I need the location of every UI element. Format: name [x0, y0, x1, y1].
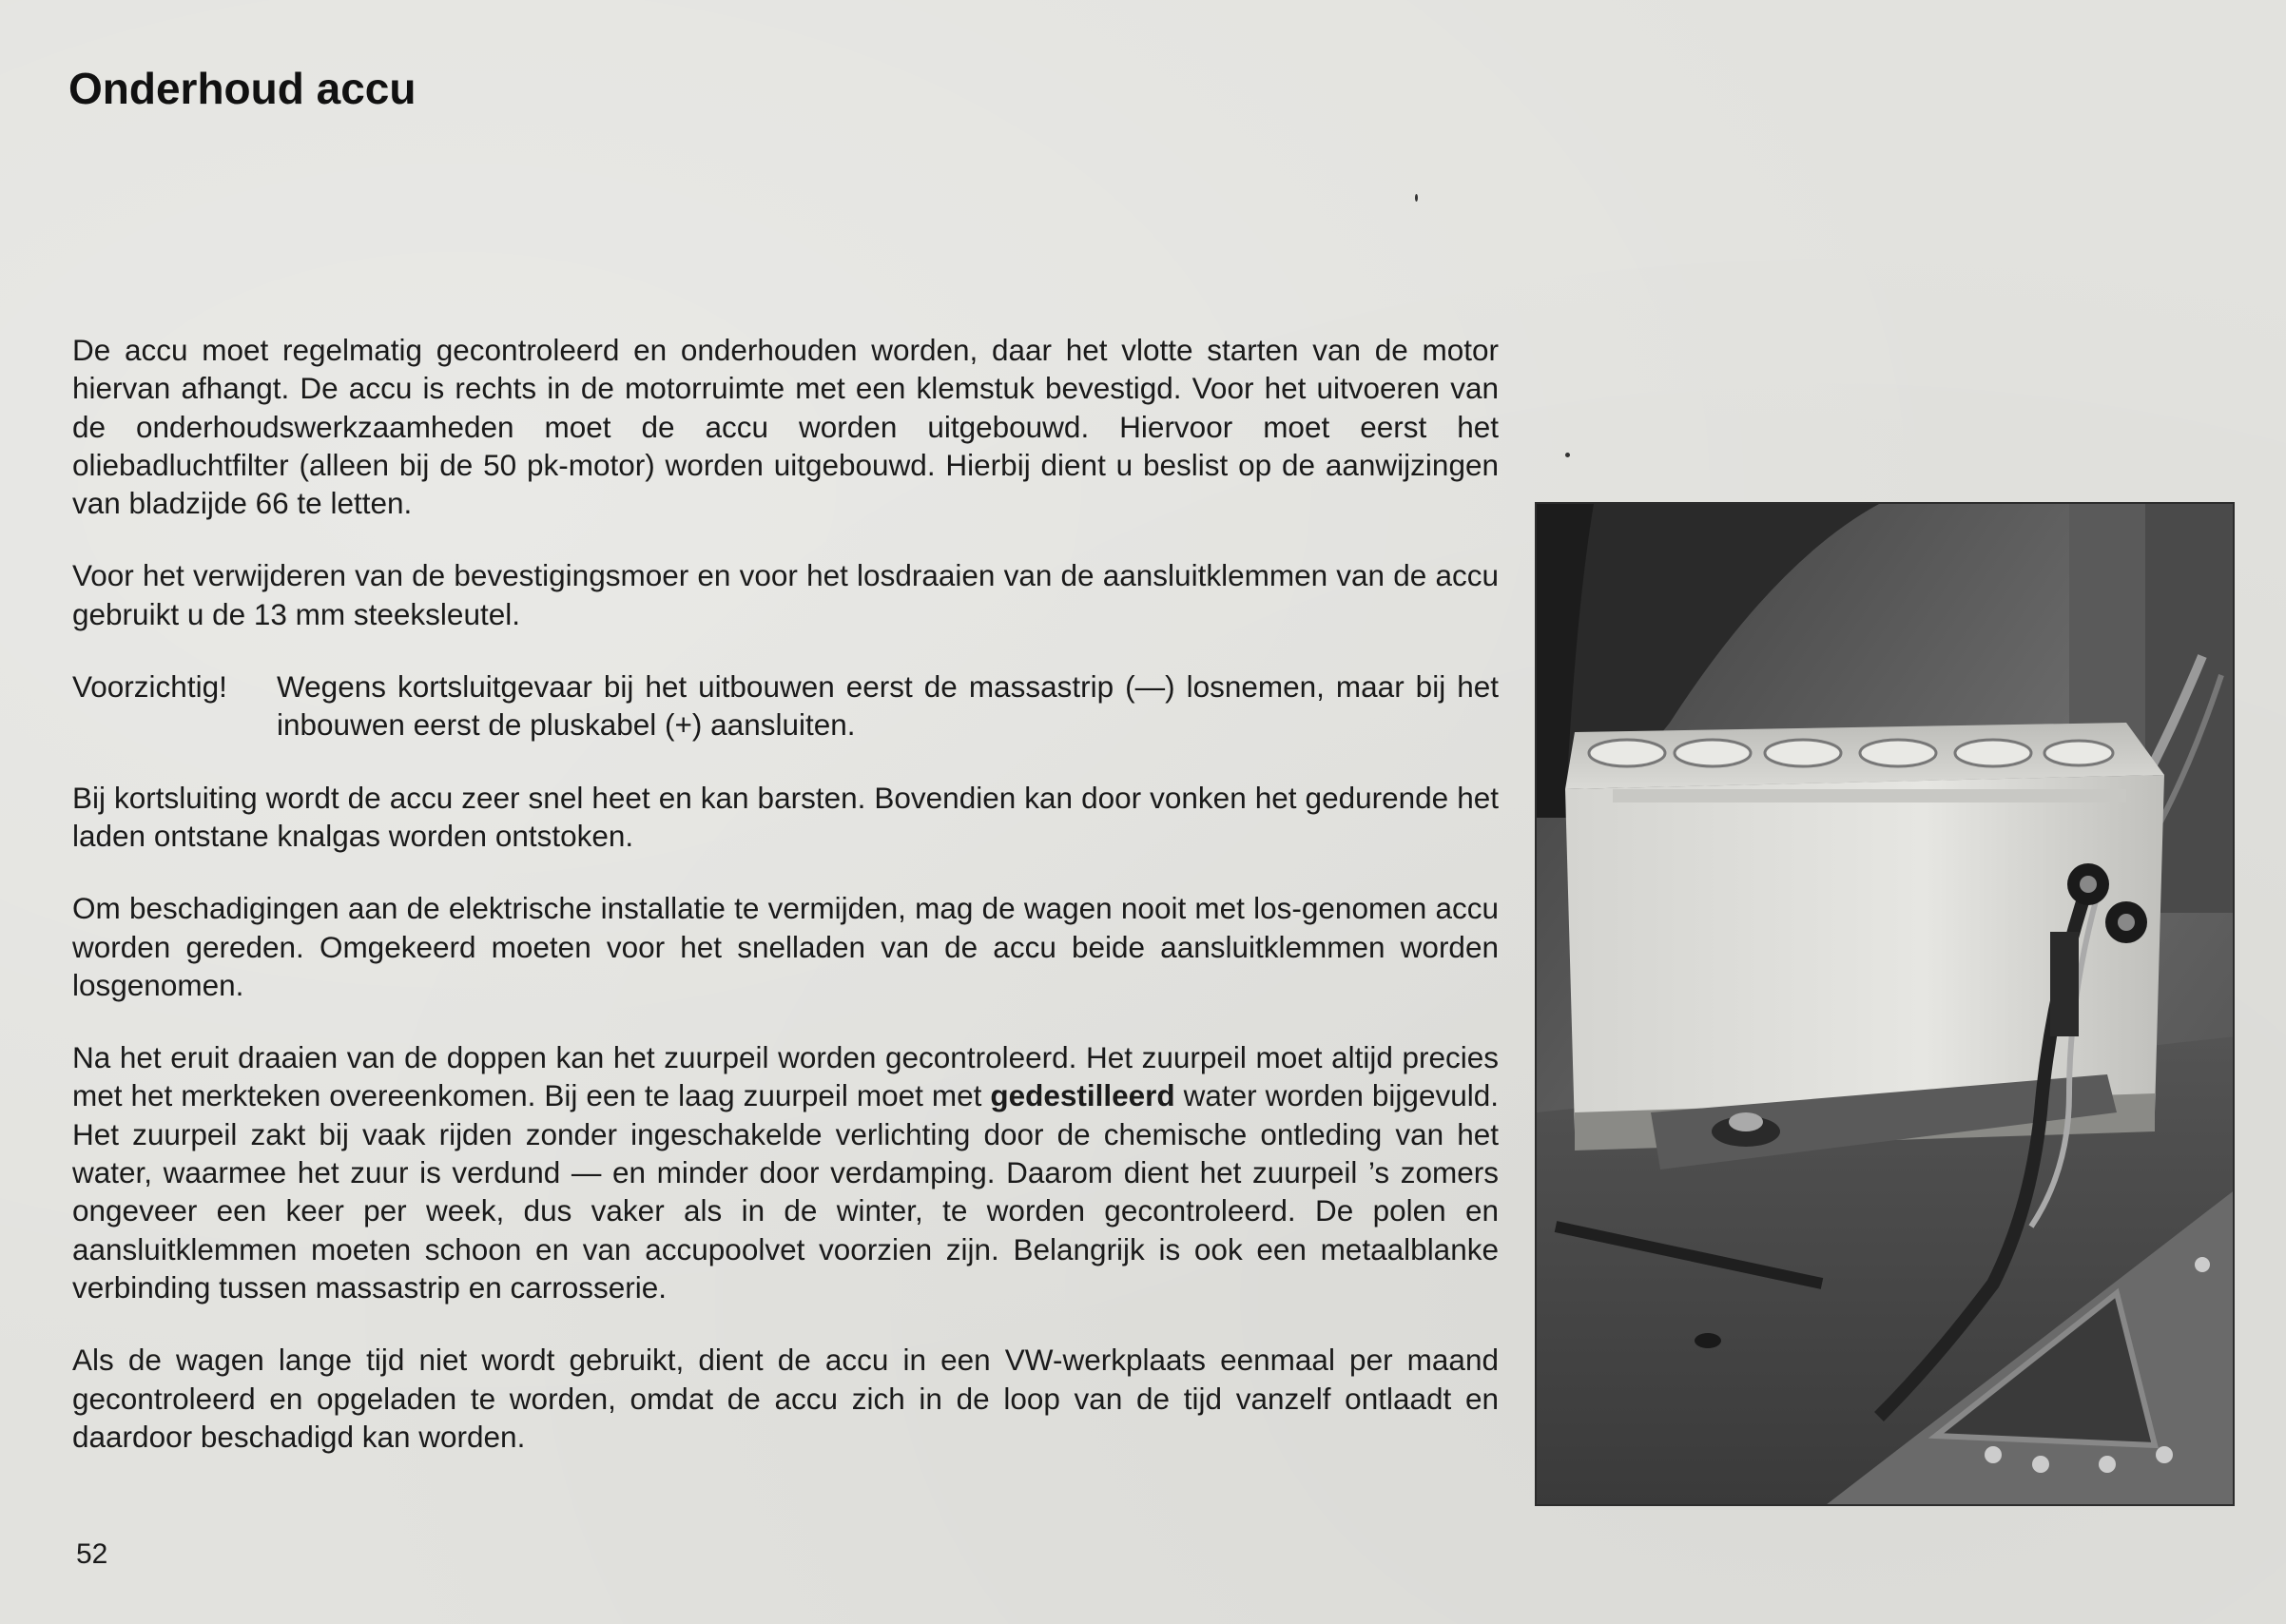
print-speck [1415, 194, 1418, 202]
paragraph-short-circuit: Bij kortsluiting wordt de accu zeer snel heet en kan barsten. Bovendien kan door vonken het gedurende het laden ontstane knalgas worden ontstoken. [72, 780, 1499, 853]
battery-photo [1535, 502, 2235, 1506]
paragraph-intro: De accu moet regelmatig gecontroleerd en onderhouden worden, daar het vlotte starten van de motor hiervan afhangt. De accu is rechts in de motorruimte met een klemstuk bevestigd. Voor het uitvoeren van de onderhoudswerkzaamheden moet de accu worden uitgebouwd. Hiervoor moet eerst het oliebadluchtfilter (alleen bij de 50 pk-motor) worden uitgebouwd. Hierbij dient u beslist op de aanwijzingen van bladzijde 66 te letten. [72, 333, 1499, 521]
distilled-emphasis: gedestilleerd [990, 1078, 1175, 1113]
page-title: Onderhoud accu [68, 64, 417, 113]
warning-block [72, 667, 1499, 744]
warning-label: Voorzichtig! [72, 669, 227, 705]
page-number: 52 [76, 1538, 108, 1570]
paragraph-tools: Voor het verwijderen van de bevestigingsmoer en voor het losdraaien van de aansluitklemmen van de accu gebruikt u de 13 mm steeksleutel. [72, 558, 1499, 631]
battery-illustration [1537, 504, 2235, 1506]
paragraph-electrical: Om beschadigingen aan de elektrische installatie te vermijden, mag de wagen nooit met los-genomen accu worden gereden. Omgekeerd moeten voor het snelladen van de accu beide aansluitklemmen worden losgenomen. [72, 891, 1499, 1002]
paragraph-acid-level [72, 1038, 1499, 1306]
acid-text-start: Na het eruit draaien van de doppen kan het zuurpeil worden gecontroleerd. Het zuurpeil moet altijd precies met het merkteken overeenkomen. Bij een te laag zuurpeil moet met [72, 1040, 1499, 1113]
print-speck [1565, 453, 1570, 457]
paragraph-storage: Als de wagen lange tijd niet wordt gebruikt, dient de accu in een VW-werkplaats eenmaal per maand gecontroleerd en opgeladen te worden, omdat de accu zich in de loop van de tijd vanzelf ontlaadt en daardoor beschadigd kan worden. [72, 1343, 1499, 1454]
body-text [72, 331, 1499, 1490]
warning-text: Wegens kortsluitgevaar bij het uitbouwen eerst de massastrip (—) losnemen, maar bij het inbouwen eerst de pluskabel (+) aansluiten. [277, 669, 1499, 743]
acid-text-end: water worden bijgevuld. Het zuurpeil zakt bij vaak rijden zonder ingeschakelde verlichting door de chemische ontleding van het water, waarmee het zuur is verdund — en minder door verdamping. Daarom dient het zuurpeil ’s zomers ongeveer een keer per week, dus vaker als in de winter, te worden gecontroleerd. De polen en aansluitklemmen moeten schoon en van accupoolvet voorzien zijn. Belangrijk is ook een metaalblanke verbinding tussen massastrip en carrosserie. [72, 1078, 1499, 1305]
